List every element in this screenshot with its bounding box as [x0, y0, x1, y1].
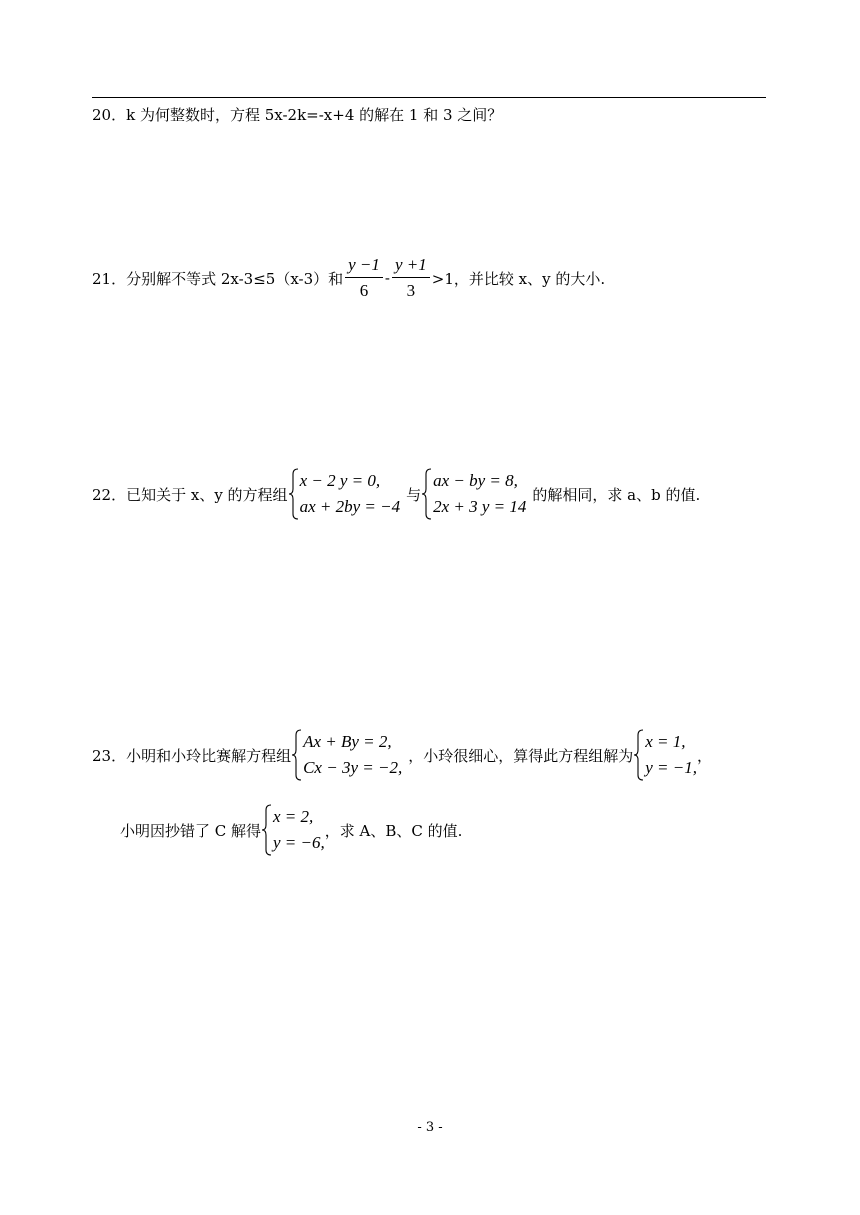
- equation-row: x − 2 y = 0,: [299, 471, 381, 490]
- left-brace-icon: [421, 468, 432, 520]
- question-23-mid: ，小玲很细心，算得此方程组解为: [408, 746, 634, 765]
- equation-system-2: [421, 468, 526, 520]
- left-brace-icon: [261, 804, 272, 856]
- equation-row: x = 1,: [645, 732, 686, 751]
- question-23-post: ，: [696, 746, 712, 765]
- left-brace-icon: [291, 729, 302, 781]
- question-20: [92, 104, 502, 125]
- question-23-pre: 23．小明和小玲比赛解方程组: [92, 746, 292, 765]
- equation-row: ax − by = 8,: [433, 471, 518, 490]
- question-23-line2-pre: 小明因抄错了 C 解得: [120, 821, 262, 840]
- equation-row: Cx − 3y = −2,: [303, 758, 403, 777]
- fraction-2: [392, 255, 430, 301]
- question-23: [92, 729, 712, 781]
- minus-sign: -: [384, 269, 390, 287]
- fraction-1: [345, 255, 383, 301]
- question-21-post: >1，并比较 x、y 的大小.: [431, 269, 606, 288]
- question-21-pre: 21．分别解不等式 2x-3≤5（x-3）和: [92, 269, 344, 288]
- equation-system-1: [288, 468, 401, 520]
- left-brace-icon: [288, 468, 299, 520]
- equation-system-3: [291, 729, 402, 781]
- equation-row: y = −6,: [273, 833, 325, 852]
- equation-row: y = −1,: [645, 758, 697, 777]
- fraction-2-numerator: y +1: [392, 255, 430, 278]
- question-22: [92, 468, 700, 520]
- equation-row: 2x + 3 y = 14: [433, 497, 527, 516]
- question-23-line2-post: ，求 A、B、C 的值.: [324, 821, 463, 840]
- question-22-mid: 与: [406, 485, 422, 504]
- question-20-text: 20．k 为何整数时，方程 5x-2k=-x+4 的解在 1 和 3 之间？: [92, 106, 503, 124]
- left-brace-icon: [633, 729, 644, 781]
- page-number: - 3 -: [417, 1120, 443, 1135]
- header-rule: [92, 97, 766, 98]
- question-21: [92, 255, 605, 301]
- question-22-pre: 22．已知关于 x、y 的方程组: [92, 485, 288, 504]
- question-22-post: 的解相同，求 a、b 的值.: [532, 485, 701, 504]
- equation-row: x = 2,: [273, 807, 314, 826]
- equation-system-4: [633, 729, 697, 781]
- fraction-1-numerator: y −1: [345, 255, 383, 278]
- fraction-2-denominator: 3: [406, 281, 416, 300]
- equation-row: Ax + By = 2,: [303, 732, 392, 751]
- fraction-1-denominator: 6: [359, 281, 369, 300]
- equation-system-5: [261, 804, 325, 856]
- question-23-line-2: [120, 804, 462, 856]
- equation-row: ax + 2by = −4: [299, 497, 401, 516]
